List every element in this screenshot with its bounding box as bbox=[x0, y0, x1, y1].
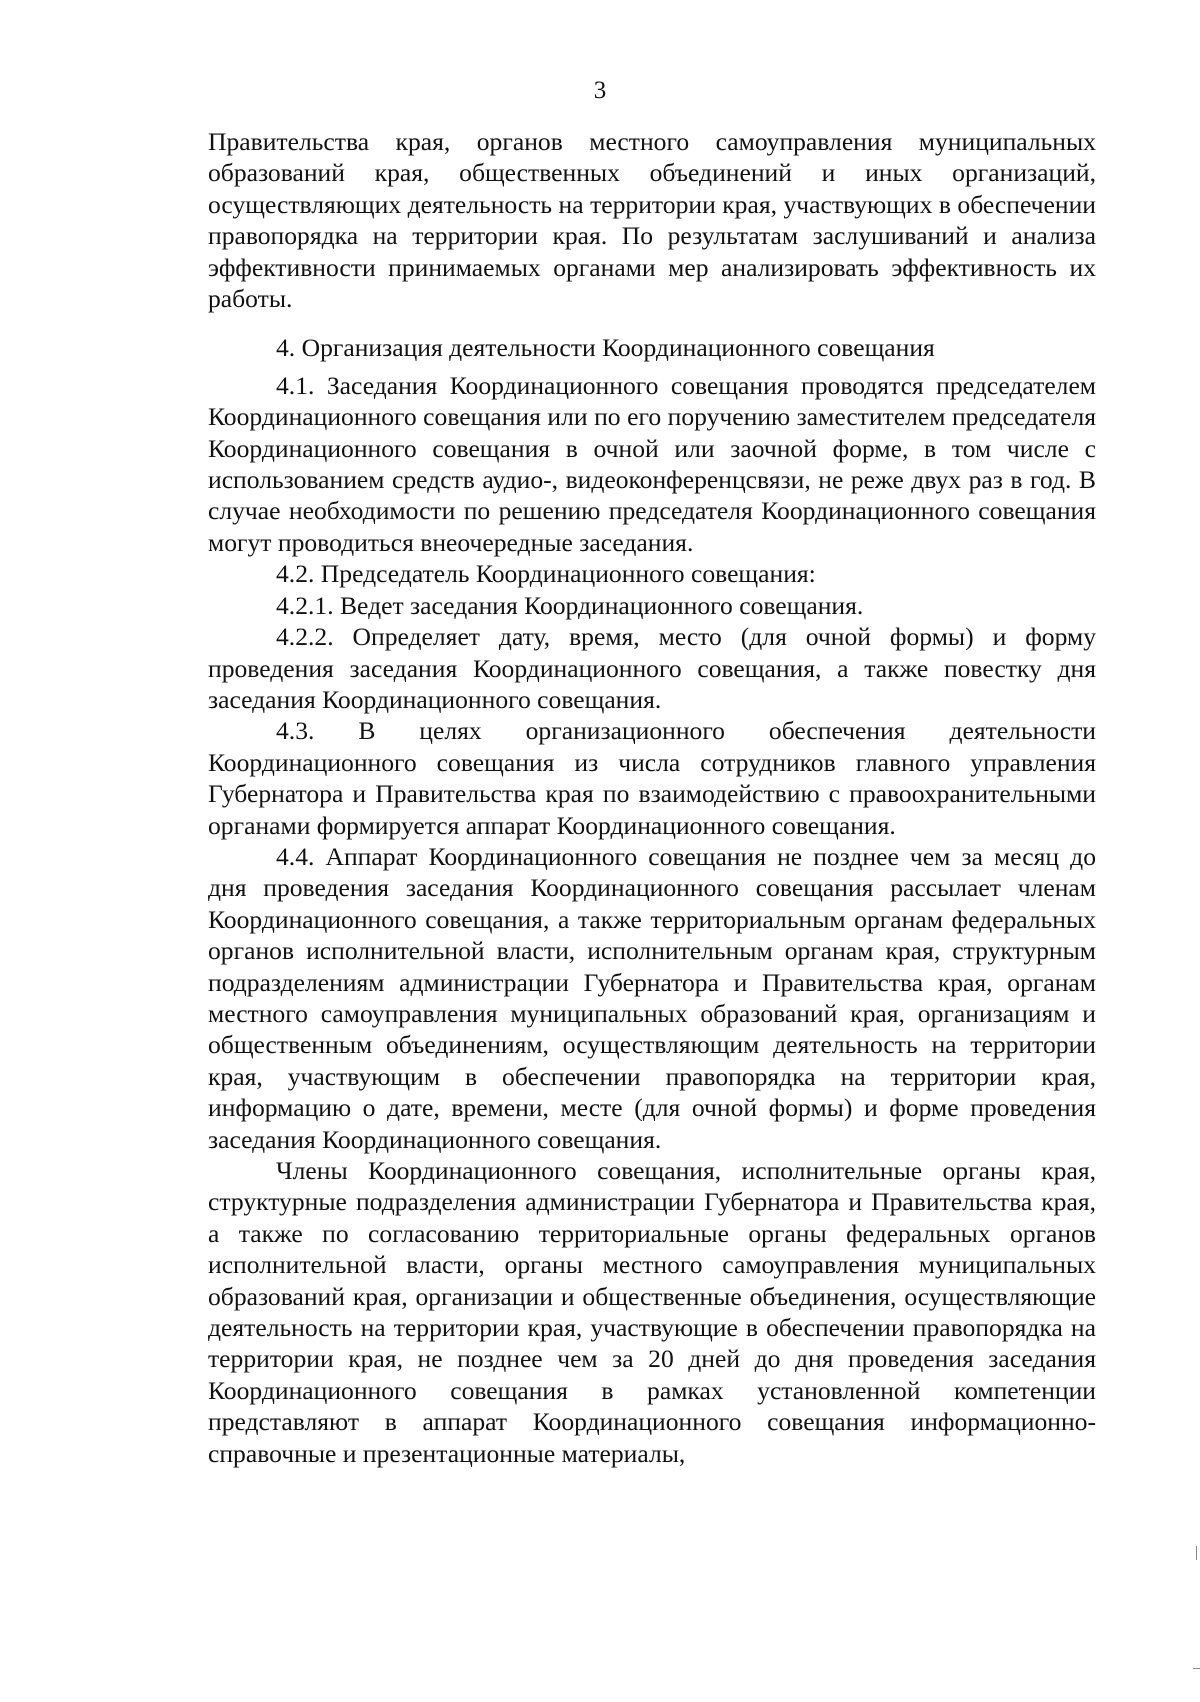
paragraph-4-2-2: 4.2.2. Определяет дату, время, место (для очной формы) и форму проведения заседания Координационного совещания, а также повестку дня заседания Координационного совещания. bbox=[208, 622, 1096, 714]
paragraph-4-3: 4.3. В целях организационного обеспечения деятельности Координационного совещания из числа сотрудников главного управления Губернатора и Правительства края по взаимодействию с правоохранительными органами формируется аппарат Координационного совещания. bbox=[208, 716, 1096, 840]
paragraph-members: Члены Координационного совещания, исполнительные органы края, структурные подразделения администрации Губернатора и Правительства края, а также по согласованию территориальные органы федеральных органов исполнительной власти, органы местного самоуправления муниципальных образований края, организации и общественные объединения, осуществляющие деятельность на территории края, участвующие в обеспечении правопорядка на территории края, не позднее чем за 20 дней до дня проведения заседания Координационного совещания в рамках установленной компетенции представляют в аппарат Координационного совещания информационно-справочные и презентационные материалы, bbox=[208, 1156, 1096, 1468]
page-number: 3 bbox=[593, 77, 607, 104]
paragraph-4-2-1: 4.2.1. Ведет заседания Координационного совещания. bbox=[276, 590, 864, 620]
section-heading: 4. Организация деятельности Координационного совещания bbox=[276, 333, 935, 363]
scan-artifact bbox=[1196, 1546, 1197, 1560]
paragraph-4-4: 4.4. Аппарат Координационного совещания не позднее чем за месяц до дня проведения заседания Координационного совещания рассылает членам Координационного совещания, а также территориальным органам федеральных органов исполнительной власти, исполнительным органам края, структурным подразделениям администрации Губернатора и Правительства края, органам местного самоуправления муниципальных образований края, организациям и общественным объединениям, осуществляющим деятельность на территории края, участвующим в обеспечении правопорядка на территории края, информацию о дате, времени, месте (для очной формы) и форме проведения заседания Координационного совещания. bbox=[208, 841, 1096, 1154]
paragraph-continuation: Правительства края, органов местного самоуправления муниципальных образований края, общественных объединений и иных организаций, осуществляющих деятельность на территории края, участвующих в обеспечении правопорядка на территории края. По результатам заслушиваний и анализа эффективности принимаемых органами мер анализировать эффективность их работы. bbox=[208, 127, 1096, 314]
scan-artifact bbox=[1193, 1668, 1200, 1669]
document-body bbox=[208, 126, 1096, 1469]
paragraph-4-1: 4.1. Заседания Координационного совещания проводятся председателем Координационного совещания или по его поручению заместителем председателя Координационного совещания в очной или заочной форме, в том числе с использованием средств аудио-, видеоконференцсвязи, не реже двух раз в год. В случае необходимости по решению председателя Координационного совещания могут проводиться внеочередные заседания. bbox=[208, 370, 1096, 557]
paragraph-4-2: 4.2. Председатель Координационного совещания: bbox=[276, 559, 816, 589]
